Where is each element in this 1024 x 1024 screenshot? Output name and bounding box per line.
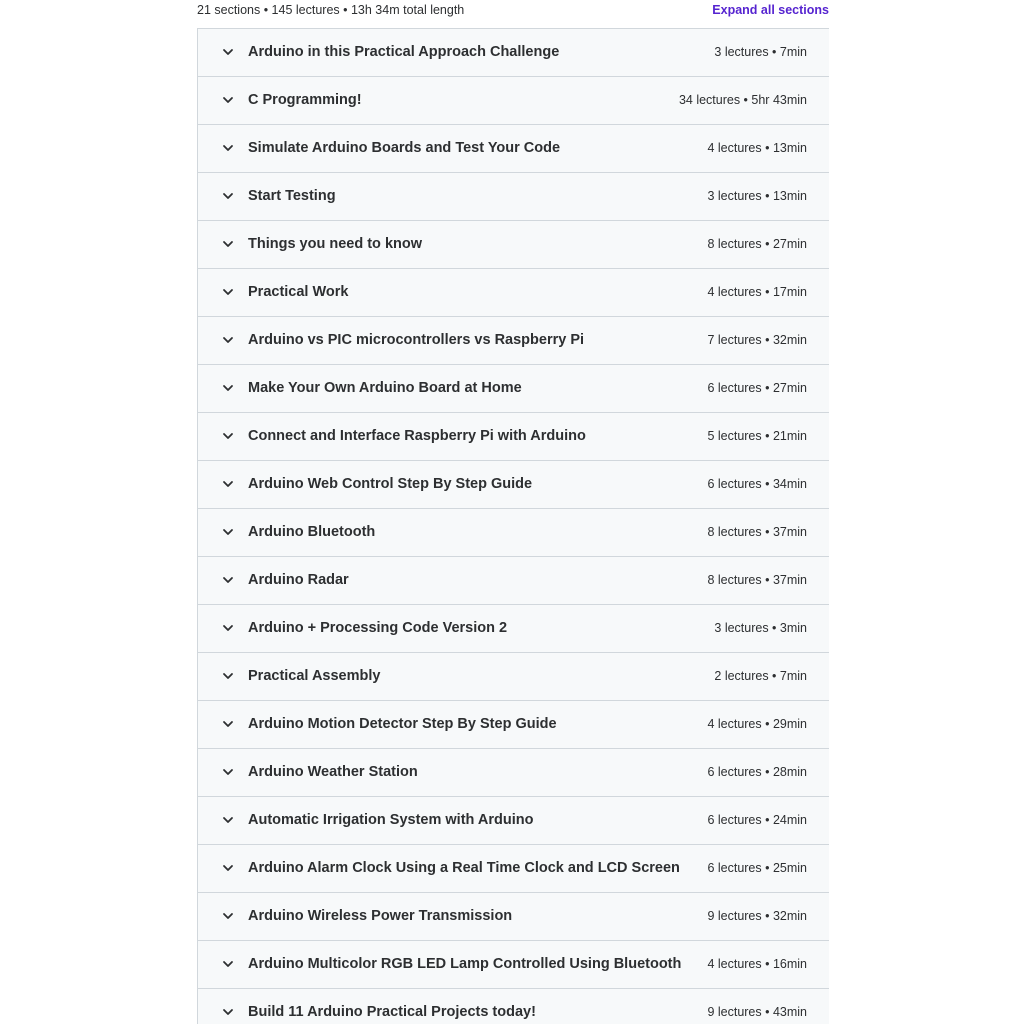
section-title: Build 11 Arduino Practical Projects today! xyxy=(248,1004,536,1020)
chevron-down-icon xyxy=(222,862,234,874)
section-row-18[interactable] xyxy=(198,845,829,893)
expand-all-sections-button[interactable]: Expand all sections xyxy=(712,3,829,17)
section-meta: 2 lectures • 7min xyxy=(714,669,807,683)
chevron-down-icon xyxy=(222,286,234,298)
chevron-down-icon xyxy=(222,382,234,394)
section-title: Connect and Interface Raspberry Pi with Arduino xyxy=(248,428,586,444)
section-title: Arduino Wireless Power Transmission xyxy=(248,908,513,924)
section-title: Arduino + Processing Code Version 2 xyxy=(248,620,508,636)
section-meta: 6 lectures • 28min xyxy=(707,765,807,779)
section-meta: 6 lectures • 25min xyxy=(707,861,807,875)
section-title: Arduino Bluetooth xyxy=(248,524,376,540)
section-meta: 8 lectures • 37min xyxy=(707,525,807,539)
section-row-17[interactable] xyxy=(198,797,829,845)
section-title: Practical Assembly xyxy=(248,668,381,684)
section-row-19[interactable] xyxy=(198,893,829,941)
section-title: Arduino Motion Detector Step By Step Guide xyxy=(248,716,557,732)
chevron-down-icon xyxy=(222,334,234,346)
section-row-6[interactable] xyxy=(198,269,829,317)
section-title: Things you need to know xyxy=(248,236,422,252)
curriculum-summary-bar xyxy=(197,0,829,28)
section-row-13[interactable] xyxy=(198,605,829,653)
section-meta: 7 lectures • 32min xyxy=(707,333,807,347)
chevron-down-icon xyxy=(222,430,234,442)
section-meta: 4 lectures • 13min xyxy=(707,141,807,155)
section-title: Automatic Irrigation System with Arduino xyxy=(248,812,534,828)
chevron-down-icon xyxy=(222,958,234,970)
chevron-down-icon xyxy=(222,526,234,538)
chevron-down-icon xyxy=(222,622,234,634)
section-title: Simulate Arduino Boards and Test Your Code xyxy=(248,140,561,156)
section-meta: 3 lectures • 3min xyxy=(714,621,807,635)
section-row-4[interactable] xyxy=(198,173,829,221)
section-row-20[interactable] xyxy=(198,941,829,989)
section-row-7[interactable] xyxy=(198,317,829,365)
section-row-14[interactable] xyxy=(198,653,829,701)
section-meta: 4 lectures • 17min xyxy=(707,285,807,299)
section-meta: 3 lectures • 7min xyxy=(714,45,807,59)
section-row-21[interactable] xyxy=(198,989,829,1024)
section-meta: 34 lectures • 5hr 43min xyxy=(678,93,807,107)
section-row-2[interactable] xyxy=(198,77,829,125)
section-meta: 5 lectures • 21min xyxy=(707,429,807,443)
section-row-8[interactable] xyxy=(198,365,829,413)
curriculum-summary: 21 sections • 145 lectures • 13h 34m total length xyxy=(197,3,465,17)
chevron-down-icon xyxy=(222,190,234,202)
section-title: Arduino in this Practical Approach Challenge xyxy=(248,44,560,60)
section-title: Make Your Own Arduino Board at Home xyxy=(248,380,522,396)
sections-list xyxy=(197,28,829,1024)
section-row-15[interactable] xyxy=(198,701,829,749)
chevron-down-icon xyxy=(222,1006,234,1018)
section-row-10[interactable] xyxy=(198,461,829,509)
chevron-down-icon xyxy=(222,814,234,826)
section-row-11[interactable] xyxy=(198,509,829,557)
section-row-9[interactable] xyxy=(198,413,829,461)
chevron-down-icon xyxy=(222,718,234,730)
section-title: Arduino Web Control Step By Step Guide xyxy=(248,476,533,492)
chevron-down-icon xyxy=(222,46,234,58)
chevron-down-icon xyxy=(222,766,234,778)
course-content-panel xyxy=(197,0,829,1024)
chevron-down-icon xyxy=(222,910,234,922)
section-meta: 8 lectures • 37min xyxy=(707,573,807,587)
section-title: Arduino Multicolor RGB LED Lamp Controlled Using Bluetooth xyxy=(248,956,682,972)
section-meta: 6 lectures • 34min xyxy=(707,477,807,491)
chevron-down-icon xyxy=(222,94,234,106)
chevron-down-icon xyxy=(222,478,234,490)
section-row-16[interactable] xyxy=(198,749,829,797)
section-meta: 4 lectures • 16min xyxy=(707,957,807,971)
section-title: C Programming! xyxy=(248,92,362,108)
section-title: Start Testing xyxy=(248,188,336,204)
section-row-3[interactable] xyxy=(198,125,829,173)
section-row-12[interactable] xyxy=(198,557,829,605)
chevron-down-icon xyxy=(222,574,234,586)
section-row-1[interactable] xyxy=(198,29,829,77)
chevron-down-icon xyxy=(222,142,234,154)
chevron-down-icon xyxy=(222,670,234,682)
section-meta: 6 lectures • 27min xyxy=(707,381,807,395)
section-row-5[interactable] xyxy=(198,221,829,269)
section-meta: 6 lectures • 24min xyxy=(707,813,807,827)
section-meta: 8 lectures • 27min xyxy=(707,237,807,251)
section-meta: 4 lectures • 29min xyxy=(707,717,807,731)
section-title: Arduino Radar xyxy=(248,572,349,588)
section-meta: 9 lectures • 43min xyxy=(707,1005,807,1019)
section-title: Arduino Weather Station xyxy=(248,764,418,780)
section-title: Arduino vs PIC microcontrollers vs Raspberry Pi xyxy=(248,332,585,348)
section-meta: 3 lectures • 13min xyxy=(707,189,807,203)
section-title: Practical Work xyxy=(248,284,349,300)
chevron-down-icon xyxy=(222,238,234,250)
section-meta: 9 lectures • 32min xyxy=(707,909,807,923)
section-title: Arduino Alarm Clock Using a Real Time Clock and LCD Screen xyxy=(248,860,680,876)
